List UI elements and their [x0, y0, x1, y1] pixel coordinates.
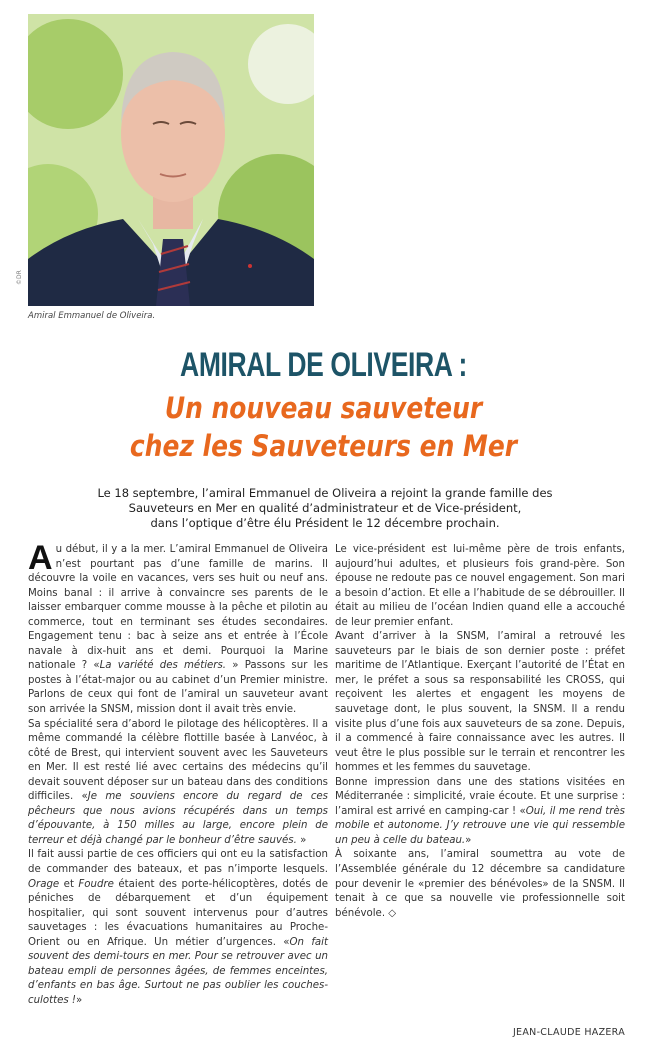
p3-text-c: » [76, 994, 83, 1006]
paragraph-5: Avant d’arriver à la SNSM, l’amiral a retrouvé les sauveteurs par le biais de son dernier poste : préfet maritime de l’Atlantique. Exerçant l’autorité de l’État en mer, le préfet a sous sa responsabilité les CROSS, qui reçoivent les alertes et engagent les moyens de sauvetage dont, le plus souvent, la SNSM. Il a rendu visite plus d’une fois aux sauveteurs de sa zone. Depuis, il a commencé à faire connaissance avec les autres. Il veut être le plus possible sur le terrain et rencontrer les hommes et les femmes du sauvetage. [335, 631, 625, 774]
article-column-left [28, 539, 328, 1009]
p2-text-b: » [300, 834, 307, 846]
drop-cap: A [28, 539, 53, 577]
photo-credit: ©DR [16, 270, 23, 285]
paragraph-7: À soixante ans, l’amiral soumettra au vote de l’Assemblée générale du 12 décembre sa candidature pour devenir le «premier des bénévoles» de la SNSM. Il tenait à ce que sa nouvelle vie professionnelle soit bénévole. ◇ [335, 849, 625, 919]
p3-and: et [63, 878, 74, 890]
article-lead [60, 486, 590, 531]
p6-text-b: » [465, 834, 472, 846]
p2-quote: Je me souviens encore du regard de ces pêcheurs que nous avions récupérés dans un temps d’épouvante, à 150 milles au large, encore plein de terreur et déjà changé par le bonheur d’être sauvés. [28, 791, 328, 846]
lead-line-1: Le 18 septembre, l’amiral Emmanuel de Oliveira a rejoint la grande famille des [97, 486, 553, 500]
lead-line-2: Sauveteurs en Mer en qualité d’administrateur et de Vice-président, [128, 501, 522, 515]
photo-caption: Amiral Emmanuel de Oliveira. [28, 311, 156, 321]
ship-name-orage: Orage [28, 878, 60, 890]
lead-line-3: dans l’optique d’être élu Président le 12 décembre prochain. [150, 516, 500, 530]
paragraph-2 [28, 718, 328, 849]
p1-text-b: » Passons sur les postes à l’état-major ou au cabinet d’un Premier ministre. Parlons de ceux qui font de l’amiral un sauveteur avant son arrivée la SNSM, mission dont il avait très envie. [28, 660, 328, 716]
portrait-photo [28, 14, 314, 306]
p2-text-a: Sa spécialité sera d’abord le pilotage des hélicoptères. Il a même commandé la célèbre flottille basée à Lanvéoc, à côté de Brest, qui intervient souvent avec les Sauveteurs en Mer. Il est resté lié avec certains des médecins qu’il devait souvent déposer sur un bateau dans des conditions difficiles. « [28, 718, 328, 803]
subtitle-line-2: chez les Sauveteurs en Mer [129, 429, 518, 463]
subtitle-line-1: Un nouveau sauveteur [164, 391, 483, 425]
portrait-illustration [28, 14, 314, 306]
paragraph-3 [28, 848, 328, 1008]
p3-text-b: étaient des porte-hélicoptères, dotés de péniches de débarquement et d’un équipement hospitalier, qui sont souvent intervenus pour d’autres sauvetages : les évacuations humanitaires au Proche-Orient ou en Afrique. Un métier d’urgences. « [28, 878, 328, 948]
article-title: AMIRAL DE OLIVEIRA : [180, 346, 467, 384]
author-byline: JEAN-CLAUDE HAZERA [512, 1027, 625, 1038]
ship-name-foudre: Foudre [78, 878, 114, 890]
paragraph-4: Le vice-président est lui-même père de trois enfants, aujourd’hui adultes, et plusieurs fois grand-père. Son épouse ne redoute pas ce nouvel engagement. Son mari a besoin d’action. Et elle a l’habitude de se débrouiller. Il était au milieu de l’océan Indien quand elle a accouché de leur premier enfant. [335, 544, 625, 628]
p1-text-a: u début, il y a la mer. L’amiral Emmanuel de Oliveira n’est pourtant pas d’une famille de marins. Il découvre la voile en vacances, vers ses huit ou neuf ans. Moins banal : il arrive à convaincre ses parents de le laisser embarquer comme mousse à la pêche et pilotin au commerce, tout en terminant ses études secondaires. Engagement tenu : bac à seize ans et entrée à l’École navale à dix-huit ans et demi. Pourquoi la Marine nationale ? « [28, 544, 328, 672]
p3-text-a: Il fait aussi partie de ces officiers qui ont eu la satisfaction de commander des bateaux, et pas n’importe lesquels. [28, 849, 328, 876]
article-column-right [335, 543, 625, 921]
article-subtitle [45, 389, 601, 465]
p3-quote: On fait souvent des demi-tours en mer. Pour se retrouver avec un bateau empli de personnes âgées, de femmes enceintes, d’enfants en bas âge. Surtout ne pas oublier les couches-culottes ! [28, 936, 328, 1006]
p1-quote: La variété des métiers. [99, 660, 227, 672]
paragraph-1 [28, 539, 328, 718]
p6-quote: Oui, il me rend très mobile et autonome. J’y retrouve une vie qui ressemble un peu à celle du bateau. [335, 805, 625, 846]
p6-text-a: Bonne impression dans une des stations visitées en Méditerranée : simplicité, vraie écoute. Et une surprise : l’amiral est arrivé en camping-car ! « [335, 776, 625, 817]
paragraph-6 [335, 776, 625, 849]
